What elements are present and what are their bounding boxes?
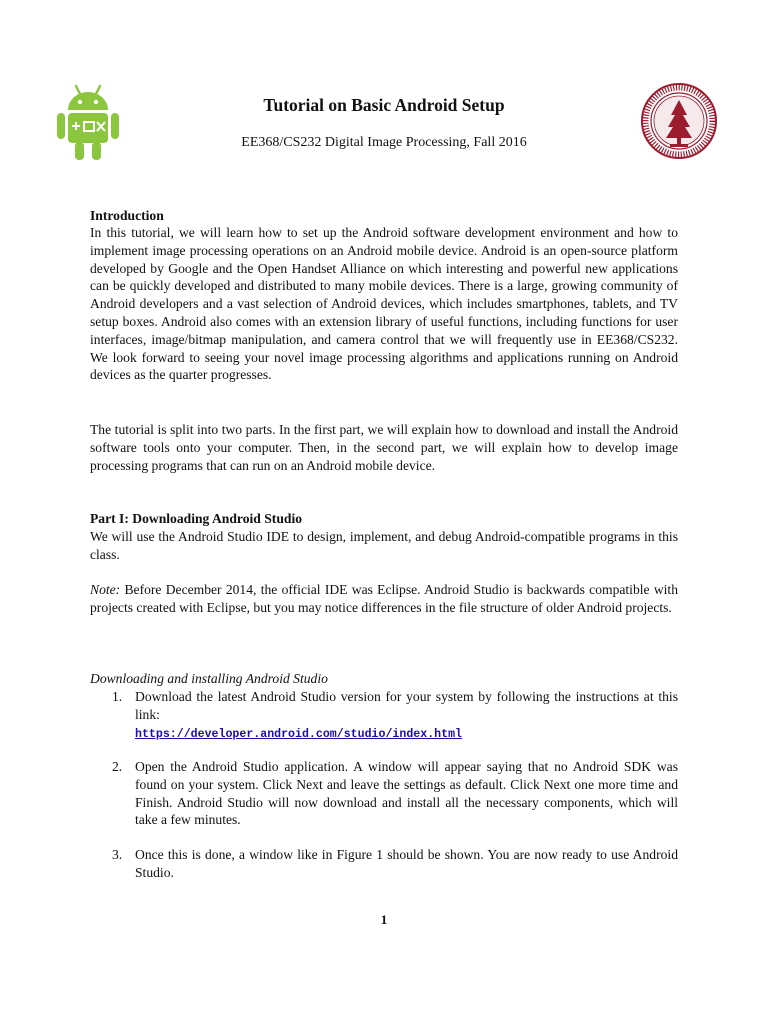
android-studio-download-link[interactable]: https://developer.android.com/studio/index.html <box>135 727 462 741</box>
install-step-2 <box>90 758 678 829</box>
step-number: 1. <box>112 689 123 704</box>
page-number: 1 <box>380 912 388 927</box>
install-step-3 <box>90 846 678 882</box>
step-number: 3. <box>112 847 123 862</box>
step-text: Download the latest Android Studio version for your system by following the instructions at this link: <box>135 689 678 722</box>
install-steps <box>90 688 678 743</box>
step-text: Open the Android Studio application. A window will appear saying that no Android SDK was found on your system. Click Next and leave the settings as default. Click Next one more time and Finish. Android Studio will now download and install all the necessary components, which will take a few minutes. <box>135 759 678 828</box>
note-label: Note: <box>90 582 121 597</box>
document-subtitle: EE368/CS232 Digital Image Processing, Fall 2016 <box>241 135 527 150</box>
part1-heading: Part I: Downloading Android Studio <box>90 511 303 526</box>
install-step-1 <box>90 688 678 743</box>
introduction-paragraph-1: In this tutorial, we will learn how to set up the Android software development environment and how to implement image processing operations on an Android mobile device. Android is an open-source platform developed by Google and the Open Handset Alliance on which interesting and powerful new applications can be quickly developed and distributed to many mobile devices. There is a large, growing community of Android developers and a vast selection of Android devices, which includes smartphones, tablets, and TV setup boxes. Android also comes with an extension library of useful functions, including functions for user interfaces, image/bitmap manipulation, and camera control that we will frequently use in EE368/CS232. We look forward to seeing your novel image processing algorithms and applications running on Android devices as the quarter progresses. <box>90 225 678 383</box>
step-text: Once this is done, a window like in Figure 1 should be shown. You are now ready to use Android Studio. <box>135 847 678 880</box>
install-step-3-wrap <box>90 846 678 882</box>
install-heading: Downloading and installing Android Studio <box>90 671 328 686</box>
introduction-paragraph-2: The tutorial is split into two parts. In the first part, we will explain how to download and install the Android software tools onto your computer. Then, in the second part, we will explain how to develop image processing programs that can run on an Android mobile device. <box>90 422 678 473</box>
part1-note <box>90 581 678 617</box>
note-text: Before December 2014, the official IDE was Eclipse. Android Studio is backwards compatible with projects created with Eclipse, but you may notice differences in the file structure of older Android projects. <box>90 582 678 615</box>
step-number: 2. <box>112 759 123 774</box>
document-title: Tutorial on Basic Android Setup <box>263 95 505 115</box>
introduction-heading: Introduction <box>90 208 164 223</box>
part1-paragraph: We will use the Android Studio IDE to design, implement, and debug Android-compatible programs in this class. <box>90 529 678 562</box>
install-step-2-wrap <box>90 758 678 829</box>
